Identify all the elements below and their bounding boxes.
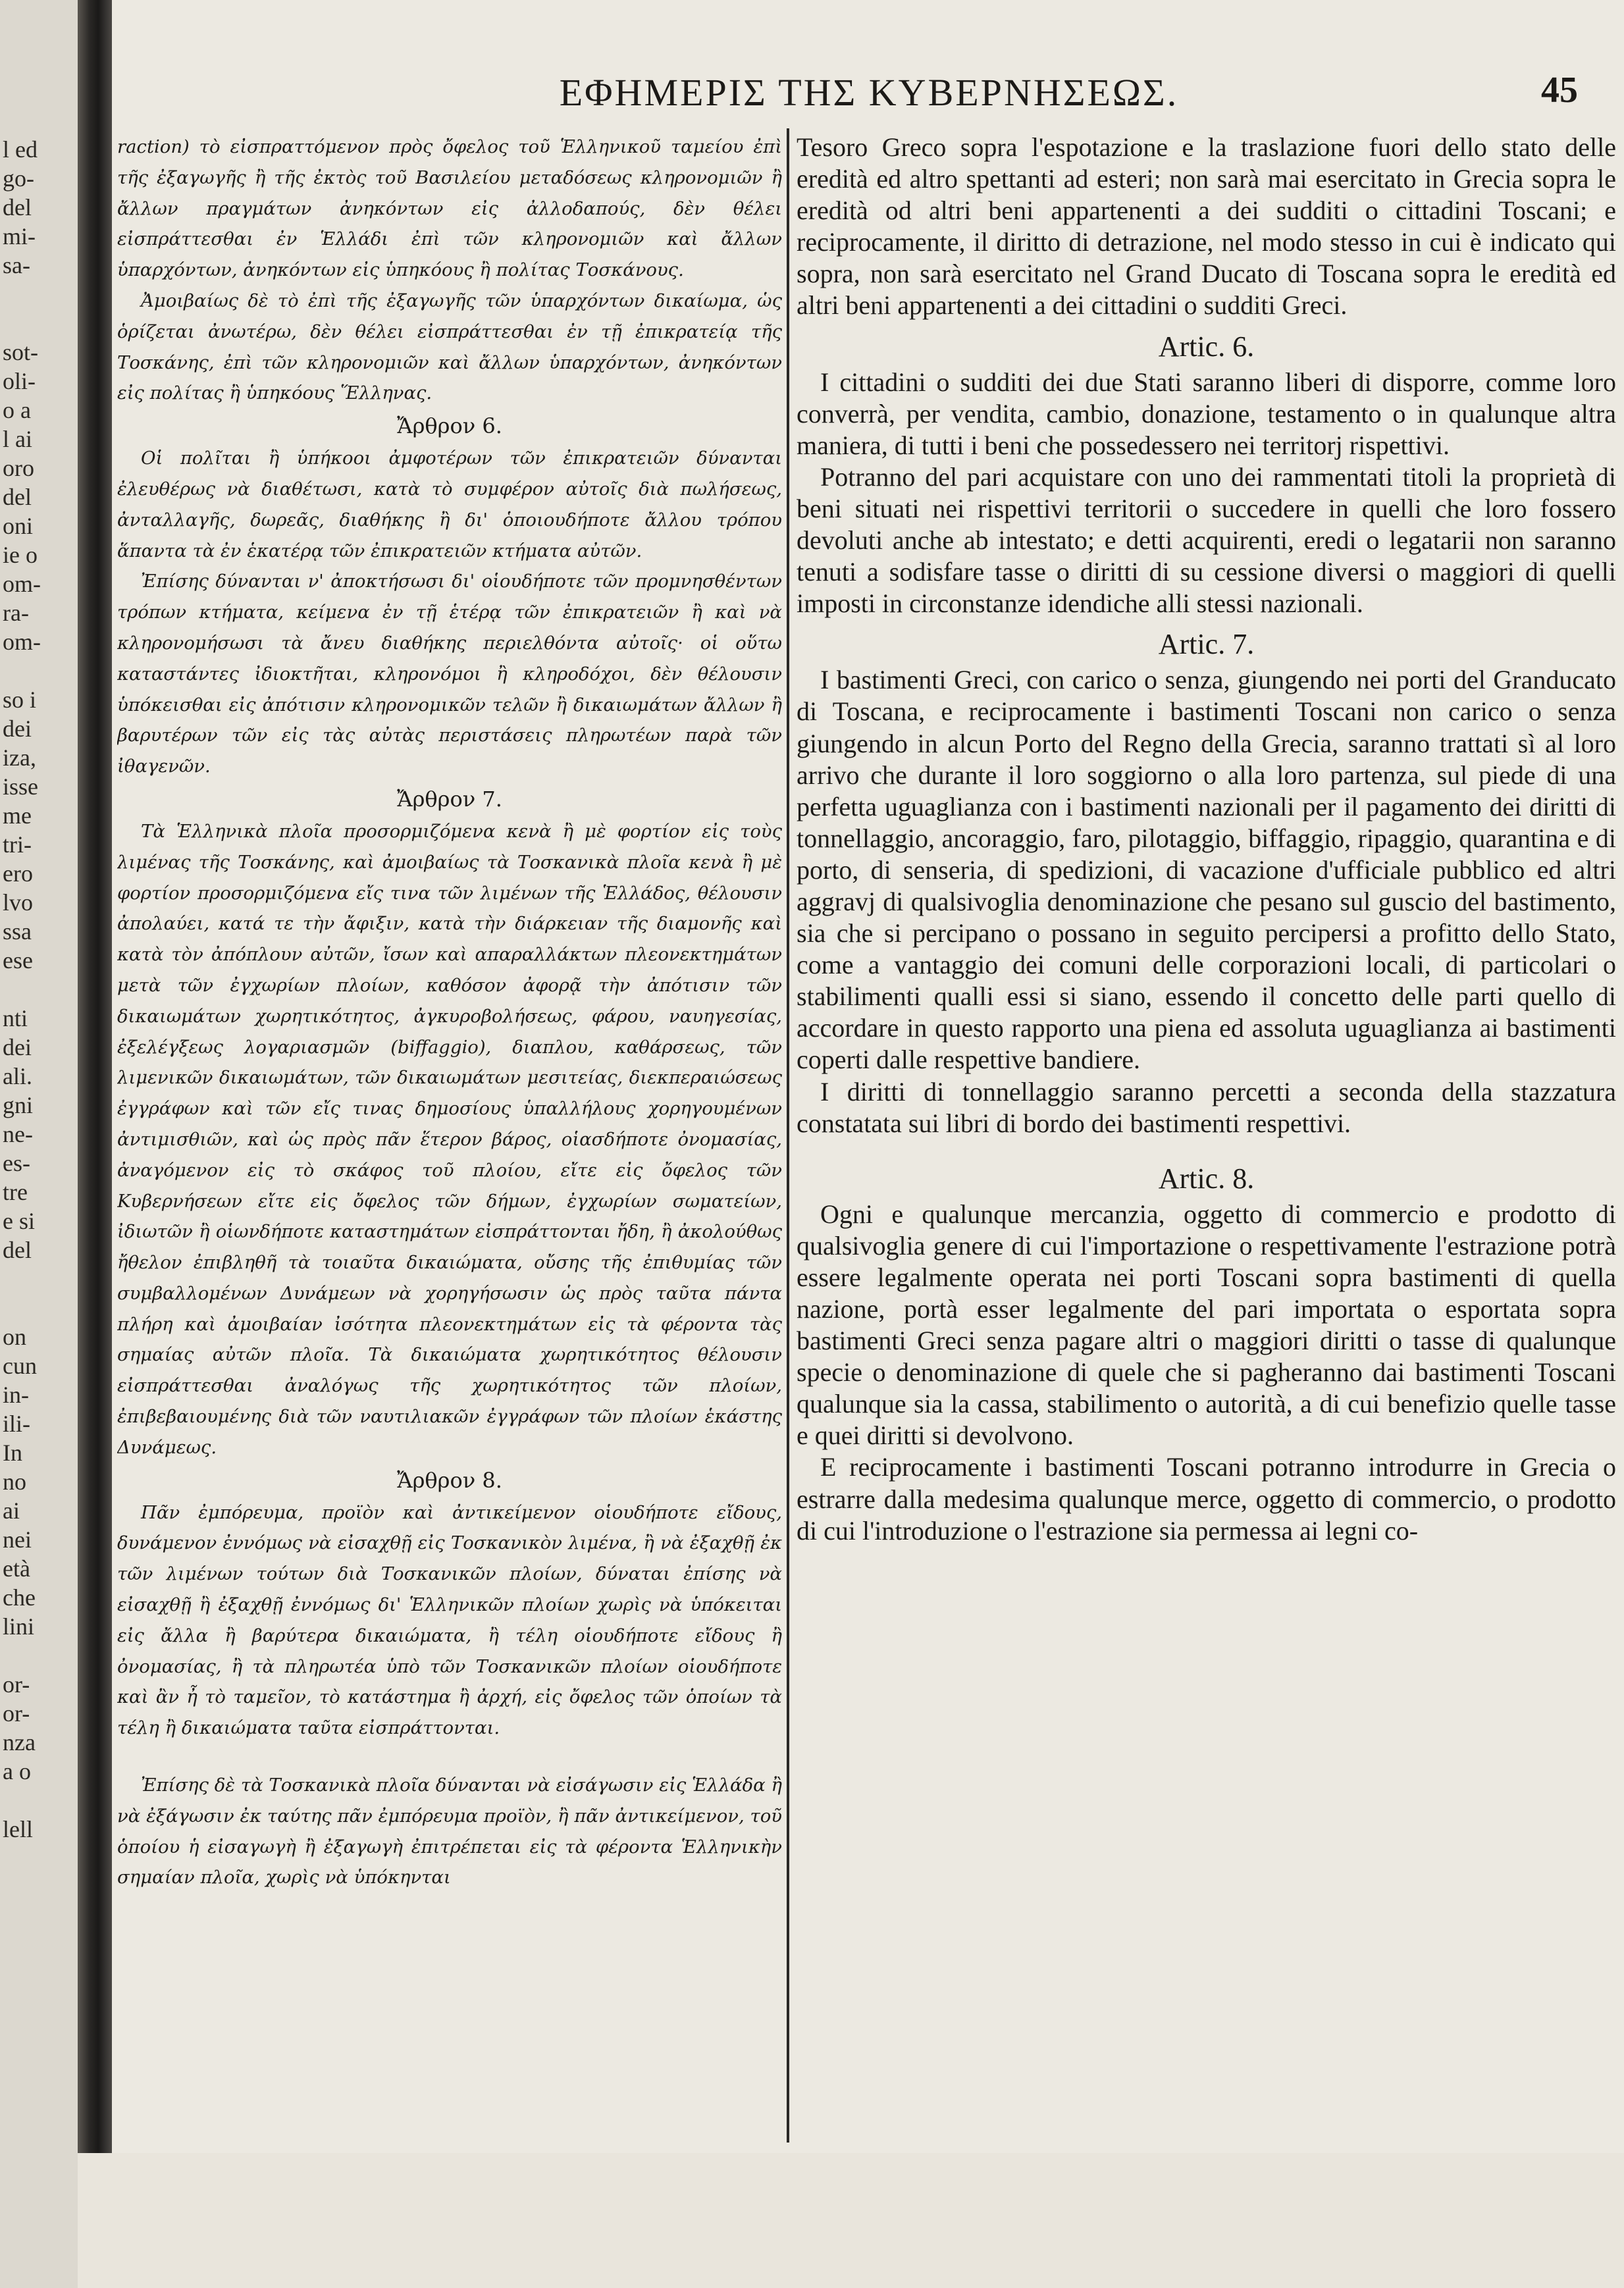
page-title: ΕΦΗΜΕΡΙΣ ΤΗΣ ΚΥΒΕΡΝΗΣΕΩΣ. <box>559 71 1179 114</box>
previous-page-fragment: isse <box>3 773 38 800</box>
previous-page-fragment: iza, <box>3 744 36 771</box>
previous-page-fragment: tri- <box>3 831 32 858</box>
greek-paragraph: Πᾶν ἐμπόρευμα, προϊὸν καὶ ἀντικείμενον οἱουδήποτε εἴδους, δυνάμενον ἐννόμως νὰ εἰσαχθῇ εἰς Τοσκανικὸν λιμένα, ἢ νὰ ἐξαχθῇ ἐκ τῶν λιμένων τούτων διὰ Τοσκανικῶν πλοίων, δύναται ἐπίσης νὰ εἰσαχθῇ ἢ ἐξαχθῇ ἐννόμως δι' Ἑλληνικῶν πλοίων χωρὶς νὰ ὑπόκειται εἰς ἄλλα ἢ βαρύτερα δικαιώματα, ἢ τέλη οἱουδήποτε εἴδους ἢ ὀνομασίας, ἢ τὰ πληρωτέα ὑπὸ τῶν Τοσκανικῶν πλοίων οἱουδήποτε καὶ ἂν ἦ τὸ ταμεῖον, τὸ κατάστημα ἢ ἀρχή, εἰς ὄφελος τῶν ὁποίων τὰ τέλη ἢ δικαιώματα ταῦτα εἰσπράττονται. <box>117 1501 782 1739</box>
italian-paragraph: Ogni e qualunque mercanzia, oggetto di commercio e prodotto di qualsivoglia genere di cui l'importazione o respettivamente l'estrazione potrà essere legalmente operata nei porti Toscani sopra bastimenti di quella nazione, portà esser legalmente del pari importata o esportata sopra bastimenti Greci senza pagare altri o maggiori diritti o tasse di qualunque specie o denominazione di quele che si pagheranno dai bastimenti Toscani qualunque sia la cassa, stabilimento o autorità, a di cui benefizio quelle tasse e quei diritti si devolvono. <box>797 1199 1616 1451</box>
previous-page-fragment: In <box>3 1440 22 1466</box>
page-number: 45 <box>1541 70 1578 111</box>
previous-page-fragment: nei <box>3 1526 32 1553</box>
previous-page-fragment <box>0 975 78 1004</box>
greek-article-6-heading: Ἄρθρον 6. <box>397 413 502 439</box>
previous-page-fragment: in- <box>3 1382 29 1408</box>
previous-page-fragment: ero <box>3 860 33 887</box>
previous-page-fragment: on <box>3 1324 26 1350</box>
previous-page-fragment: gni <box>3 1092 34 1118</box>
previous-page-fragment: no <box>3 1469 26 1495</box>
page-header <box>112 63 1624 122</box>
previous-page-fragment: ai <box>3 1497 20 1524</box>
previous-page-fragment: om- <box>3 571 41 597</box>
italian-article-7-heading: Artic. 7. <box>1158 628 1255 661</box>
previous-page-fragment: ra- <box>3 600 29 626</box>
previous-page-fragment: l ed <box>3 136 38 163</box>
previous-page-fragment: oro <box>3 455 34 481</box>
previous-page-fragment: ne- <box>3 1121 33 1147</box>
previous-page-fragment: età <box>3 1555 30 1582</box>
previous-page-fragment: or- <box>3 1700 30 1727</box>
previous-page-fragment: ssa <box>3 918 32 945</box>
previous-page-fragment: tre <box>3 1179 28 1205</box>
previous-page-fragment: nza <box>3 1729 36 1755</box>
italian-paragraph: E reciprocamente i bastimenti Toscani potranno introdurre in Grecia o estrarre dalla medesima qualunque merce, oggetto di commercio, o prodotto di cui l'introduzione o l'estrazione sia permessa ai legni co- <box>797 1452 1616 1546</box>
previous-page-fragment: del <box>3 1237 32 1263</box>
previous-page-fragment: or- <box>3 1671 30 1698</box>
italian-article-6-heading: Artic. 6. <box>1158 330 1255 363</box>
greek-article-7-heading: Ἄρθρον 7. <box>397 786 502 812</box>
italian-paragraph: Tesoro Greco sopra l'espotazione e la traslazione fuori dello stato delle eredità ed altro spettanti ad esteri; non sarà mai esercitato in Grecia sopra le eredità od altri beni appartenenti a dei sudditi o cittadini Toscani; e reciprocamente, il diritto di detrazione, nel modo stesso in cui è indicato qui sopra, non sarà esercitato nel Grand Ducato di Toscana sopra le eredità ed altri beni appartenenti a dei cittadini o sudditi Greci. <box>797 132 1616 321</box>
book-binding-gutter <box>78 0 112 2153</box>
previous-page-fragment: cun <box>3 1353 37 1379</box>
greek-paragraph: Ἐπίσης δὲ τὰ Τοσκανικὰ πλοῖα δύνανται νὰ εἰσάγωσιν εἰς Ἑλλάδα ἢ νὰ ἐξάγωσιν ἐκ ταύτης πᾶν ἐμπόρευμα προϊὸν, ἢ πᾶν ἀντικείμενον, τοῦ ὁποίου ἡ εἰσαγωγὴ ἢ ἐξαγωγὴ ἐπιτρέπεται εἰς τὰ φέροντα Ἑλληνικὴν σημαίαν πλοῖα, χωρὶς νὰ ὑπόκηνται <box>117 1775 782 1888</box>
previous-page-fragment: nti <box>3 1005 28 1031</box>
previous-page-fragment: che <box>3 1584 36 1611</box>
previous-page-fragment: ili- <box>3 1411 30 1437</box>
greek-article-8-heading: Ἄρθρον 8. <box>397 1467 502 1493</box>
previous-page-fragment: lell <box>3 1816 33 1842</box>
previous-page-fragment: oni <box>3 513 34 539</box>
italian-paragraph: Potranno del pari acquistare con uno dei rammentati titoli la proprietà di beni situati nei rispettivi territorii o succedere in quelli che loro fossero devoluti anche ab intestato; e detti acquirenti, eredi o legatarii non saranno tenuti a sodisfare tasse o diritti di su cessione diversi o maggiori di quelli imposti in circonstanze idendiche alli stessi nazionali. <box>797 461 1616 619</box>
previous-page-fragment: om- <box>3 629 41 655</box>
previous-page-fragment: lvo <box>3 889 34 916</box>
italian-paragraph: I cittadini o sudditi dei due Stati saranno liberi di disporre, comme loro converrà, per vendita, cambio, donazione, testamento o in qualunque altra maniera, di tutti i beni che possedessero nei territorj rispettivi. <box>797 367 1616 460</box>
italian-article-8-heading: Artic. 8. <box>1158 1162 1255 1195</box>
previous-page-fragment <box>0 1641 78 1670</box>
previous-page-fragment <box>0 280 78 309</box>
previous-page-fragment: lini <box>3 1613 35 1640</box>
previous-page-edge <box>0 0 78 2288</box>
previous-page-fragment: ali. <box>3 1063 32 1089</box>
previous-page-fragment: sot- <box>3 339 38 365</box>
italian-paragraph: I diritti di tonnellaggio saranno percetti a seconda della stazzatura constatata sui libri di bordo dei bastimenti respettivi. <box>797 1076 1616 1138</box>
page <box>112 0 1624 2153</box>
previous-page-fragment: so i <box>3 687 37 713</box>
greek-paragraph: Ἐπίσης δύνανται ν' ἀποκτήσωσι δι' οἱουδήποτε τῶν προμνησθέντων τρόπων κτήματα, κείμενα ἐν τῇ ἑτέρᾳ τῶν ἐπικρατειῶν ἢ καὶ νὰ κληρονομήσωσι τὰ ἄνευ διαθήκης περιελθόντα αὐτοῖς· οἱ οὕτω καταστάντες ἰδιοκτῆται, κληρονόμοι ἢ κληροδόχοι, δὲν θέλουσιν ὑπόκεισθαι εἰς ἀπότισιν κληρονομικῶν τελῶν ἢ δικαιωμάτων ἄλλων ἢ βαρυτέρων τῶν εἰς τὰς αὐτὰς περιστάσεις πληρωτέων παρὰ τῶν ἰθαγενῶν. <box>117 571 782 777</box>
previous-page-fragment: dei <box>3 1034 32 1060</box>
previous-page-fragment <box>0 1786 78 1815</box>
greek-paragraph: Οἱ πολῖται ἢ ὑπήκοοι ἀμφοτέρων τῶν ἐπικρατειῶν δύνανται ἐλευθέρως νὰ διαθέτωσι, κατὰ τὸ συμφέρον αὐτοῖς διὰ πωλήσεως, ἀνταλλαγῆς, δωρεᾶς, διαθήκης ἢ δι' ὁποιουδήποτε ἄλλου τρόπου ἅπαντα τὰ ἐν ἑκατέρᾳ τῶν ἐπικρατειῶν κτήματα αὐτῶν. <box>117 448 782 561</box>
column-divider <box>787 128 789 2143</box>
greek-column <box>117 132 782 2139</box>
previous-page-fragment <box>0 1264 78 1293</box>
previous-page-fragment <box>0 656 78 685</box>
previous-page-fragment: l ai <box>3 426 32 452</box>
greek-paragraph: Ἀμοιβαίως δὲ τὸ ἐπὶ τῆς ἐξαγωγῆς τῶν ὑπαρχόντων δικαίωμα, ὡς ὁρίζεται ἀνωτέρω, δὲν θέλει εἰσπράττεσθαι ἐν τῇ ἐπικρατείᾳ τῆς Τοσκάνης, ἐπὶ τῶν κληρονομιῶν καὶ ἄλλων ὑπαρχόντων, ἀνηκόντων εἰς πολίτας ἢ ὑπηκόους Ἕλληνας. <box>117 290 782 404</box>
previous-page-fragment: ese <box>3 947 33 974</box>
previous-page-fragment: o a <box>3 397 31 423</box>
previous-page-fragment: me <box>3 802 32 829</box>
previous-page-fragment: ie o <box>3 542 38 568</box>
previous-page-fragment <box>0 1293 78 1322</box>
previous-page-fragment: oli- <box>3 368 36 394</box>
previous-page-fragment: sa- <box>3 252 30 278</box>
previous-page-fragment <box>0 309 78 338</box>
italian-column <box>797 132 1616 2139</box>
previous-page-fragment: e si <box>3 1208 35 1234</box>
previous-page-fragment: go- <box>3 165 34 192</box>
italian-paragraph: I bastimenti Greci, con carico o senza, giungendo nei porti del Granducato di Toscana, e reciprocamente i bastimenti Toscani non carico o senza giungendo in alcun Porto del Regno della Grecia, saranno trattati sì al loro arrivo che durante il loro soggiorno o alla loro partenza, sul piede di una perfetta uguaglianza con i bastimenti nazionali per il pagamento dei diritti di tonnellaggio, ancoraggio, faro, pilotaggio, biffaggio, ripaggio, quarantina e di porto, di senseria, di spedizioni, di vacazione d'ufficiale pubblico ed altri aggravj di qualsivoglia denominazione che pesano sul guscio del bastimento, sia che si percipano o possano in seguito percipersi a profitto dello Stato, come a vantaggio dei comuni delle corporazioni locali, di particolari o stabilimenti qualli essi si siano, essendo il concetto delle parti quello di accordare in questo rapporto una piena ed assoluta uguaglianza ai bastimenti coperti dalle respettive bandiere. <box>797 665 1616 1075</box>
previous-page-fragment: es- <box>3 1150 30 1176</box>
previous-page-fragment: a o <box>3 1758 31 1784</box>
previous-page-fragment: mi- <box>3 223 36 249</box>
greek-paragraph: Τὰ Ἑλληνικὰ πλοῖα προσορμιζόμενα κενὰ ἢ μὲ φορτίον εἰς τοὺς λιμένας τῆς Τοσκάνης, καὶ ἀμοιβαίως τὰ Τοσκανικὰ πλοῖα κενὰ ἢ μὲ φορτίον προσορμιζόμενα εἴς τινα τῶν λιμένων τῆς Ἑλλάδος, θέλουσιν ἀπολαύει, κατά τε τὴν ἄφιξιν, κατὰ τὴν διάρκειαν τῆς διαμονῆς καὶ κατὰ τὸν ἀπόπλουν αὐτῶν, ἴσων καὶ απαραλλάκτων πλεονεκτημάτων μετὰ τῶν ἐγχωρίων πλοίων, καθόσον ἀφορᾷ τὴν ἀπότισιν τῶν δικαιωμάτων χωρητικότητος, ἀγκυροβολήσεως, φάρου, ναυηγεσίας, ἐξελέγξεως λογαριασμῶν (biffaggio), διαπλου, καθάρσεως, τῶν λιμενικῶν δικαιωμάτων, τῶν δικαιωμάτων μεσιτείας, διεκπεραιώσεως ἐγγράφων καὶ τῶν εἴς τινας δημοσίους ὑπαλλήλους χορηγουμένων ἀντιμισθιῶν, καὶ ὡς πρὸς πᾶν ἕτερον βάρος, οἱασδήποτε ὀνομασίας, ἀναγόμενον εἰς τὸ σκάφος τοῦ πλοίου, εἴτε εἰς ὄφελος τῶν Κυβερνήσεων εἴτε εἰς ὄφελος τῶν δήμων, ἐγχωρίων σωματείων, ἰδιωτῶν ἢ οἱωνδήποτε καταστημάτων εἰσπράττονται ἤδη, ἢ ἀκολούθως ἤθελον ἐπιβληθῆ τὰ τοιαῦτα δικαιώματα, οὔσης τῆς ἐπιθυμίας τῶν συμβαλλομένων Δυνάμεων νὰ χορηγήσωσιν ὡς πρὸς ταῦτα πάντα πλήρη καὶ ἀμοιβαίαν ἰσότητα πλεονεκτημάτων εἰς τὰ φέροντα τὰς σημαίας αὐτῶν πλοῖα. Τὰ δικαιώματα χωρητικότητος θέλουσιν εἰσπράττεσθαι ἀναλόγως τῆς χωρητικότητος τῶν πλοίων, ἐπιβεβαιουμένης διὰ τῶν ναυτιλιακῶν ἐγγράφων τῶν πλοίων ἑκάστης Δυνάμεως. <box>117 820 782 1458</box>
greek-paragraph: raction) τὸ εἰσπραττόμενον πρὸς ὄφελος τοῦ Ἑλληνικοῦ ταμείου ἐπὶ τῆς ἐξαγωγῆς ἢ τῆς ἐκτὸς τοῦ Βασιλείου μεταδόσεως κληρονομιῶν ἢ ἄλλων πραγμάτων ἀνηκόντων εἰς ἀλλοδαπούς, δὲν θέλει εἰσπράττεσθαι ἐν Ἑλλάδι ἐπὶ τῶν κληρονομιῶν καὶ ἄλλων ὑπαρχόντων, ἀνηκόντων εἰς ὑπηκόους ἢ πολίτας Τοσκάνους. <box>117 136 782 281</box>
previous-page-fragment: dei <box>3 715 32 742</box>
previous-page-fragment: del <box>3 484 32 510</box>
previous-page-fragment: del <box>3 194 32 221</box>
